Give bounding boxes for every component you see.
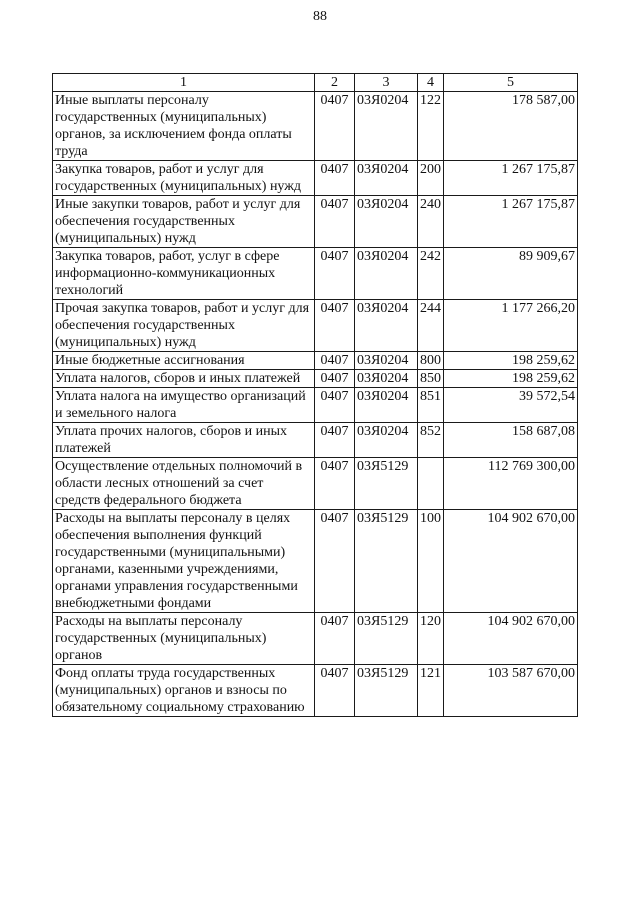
table-row [53, 92, 578, 161]
row-amount: 103 587 670,00 [444, 665, 578, 717]
row-expense-kind: 851 [418, 388, 444, 423]
row-amount: 1 267 175,87 [444, 196, 578, 248]
row-target-code: 03Я5129 [355, 665, 418, 717]
row-expense-kind: 200 [418, 161, 444, 196]
row-amount: 198 259,62 [444, 370, 578, 388]
table-row [53, 161, 578, 196]
row-amount: 178 587,00 [444, 92, 578, 161]
table-row [53, 300, 578, 352]
row-target-code: 03Я5129 [355, 613, 418, 665]
row-target-code: 03Я0204 [355, 423, 418, 458]
row-expense-kind [418, 458, 444, 510]
row-section-code: 0407 [315, 248, 355, 300]
row-expense-kind: 800 [418, 352, 444, 370]
row-amount: 89 909,67 [444, 248, 578, 300]
table-row [53, 388, 578, 423]
header-col-5: 5 [444, 74, 578, 92]
row-section-code: 0407 [315, 613, 355, 665]
row-section-code: 0407 [315, 161, 355, 196]
row-section-code: 0407 [315, 352, 355, 370]
row-amount: 1 177 266,20 [444, 300, 578, 352]
table-row [53, 458, 578, 510]
table-row [53, 510, 578, 613]
row-target-code: 03Я5129 [355, 510, 418, 613]
table-row [53, 352, 578, 370]
table-row [53, 423, 578, 458]
row-expense-kind: 242 [418, 248, 444, 300]
row-amount: 39 572,54 [444, 388, 578, 423]
row-name: Закупка товаров, работ, услуг в сфере информационно-коммуникационных технологий [53, 248, 315, 300]
row-target-code: 03Я0204 [355, 370, 418, 388]
table-row [53, 613, 578, 665]
row-section-code: 0407 [315, 458, 355, 510]
row-expense-kind: 100 [418, 510, 444, 613]
table-row [53, 665, 578, 717]
row-name: Осуществление отдельных полномочий в области лесных отношений за счет средств федерального бюджета [53, 458, 315, 510]
row-target-code: 03Я5129 [355, 458, 418, 510]
row-name: Иные бюджетные ассигнования [53, 352, 315, 370]
row-expense-kind: 244 [418, 300, 444, 352]
budget-table [52, 73, 578, 717]
row-section-code: 0407 [315, 423, 355, 458]
row-name: Расходы на выплаты персоналу в целях обеспечения выполнения функций государственными (муниципальными) органами, казенными учреждениями, органами управления государственными внебюджетными фондами [53, 510, 315, 613]
row-target-code: 03Я0204 [355, 300, 418, 352]
row-amount: 198 259,62 [444, 352, 578, 370]
row-expense-kind: 122 [418, 92, 444, 161]
row-name: Иные выплаты персоналу государственных (муниципальных) органов, за исключением фонда оплаты труда [53, 92, 315, 161]
table-row [53, 248, 578, 300]
row-target-code: 03Я0204 [355, 196, 418, 248]
row-amount: 104 902 670,00 [444, 510, 578, 613]
row-expense-kind: 852 [418, 423, 444, 458]
row-name: Уплата налога на имущество организаций и земельного налога [53, 388, 315, 423]
table-header-row [53, 74, 578, 92]
row-section-code: 0407 [315, 92, 355, 161]
header-col-1: 1 [53, 74, 315, 92]
row-amount: 104 902 670,00 [444, 613, 578, 665]
row-name: Расходы на выплаты персоналу государственных (муниципальных) органов [53, 613, 315, 665]
row-target-code: 03Я0204 [355, 388, 418, 423]
row-amount: 1 267 175,87 [444, 161, 578, 196]
row-section-code: 0407 [315, 510, 355, 613]
table-row [53, 196, 578, 248]
header-col-2: 2 [315, 74, 355, 92]
table-row [53, 370, 578, 388]
row-section-code: 0407 [315, 196, 355, 248]
row-name: Уплата налогов, сборов и иных платежей [53, 370, 315, 388]
row-expense-kind: 121 [418, 665, 444, 717]
row-name: Уплата прочих налогов, сборов и иных платежей [53, 423, 315, 458]
row-section-code: 0407 [315, 665, 355, 717]
row-amount: 112 769 300,00 [444, 458, 578, 510]
header-col-3: 3 [355, 74, 418, 92]
row-expense-kind: 240 [418, 196, 444, 248]
row-name: Прочая закупка товаров, работ и услуг для обеспечения государственных (муниципальных) нужд [53, 300, 315, 352]
row-name: Закупка товаров, работ и услуг для государственных (муниципальных) нужд [53, 161, 315, 196]
row-target-code: 03Я0204 [355, 161, 418, 196]
row-target-code: 03Я0204 [355, 352, 418, 370]
page-number: 88 [313, 9, 327, 24]
row-name: Фонд оплаты труда государственных (муниципальных) органов и взносы по обязательному социальному страхованию [53, 665, 315, 717]
row-section-code: 0407 [315, 388, 355, 423]
header-col-4: 4 [418, 74, 444, 92]
row-section-code: 0407 [315, 300, 355, 352]
row-target-code: 03Я0204 [355, 92, 418, 161]
row-name: Иные закупки товаров, работ и услуг для обеспечения государственных (муниципальных) нужд [53, 196, 315, 248]
row-target-code: 03Я0204 [355, 248, 418, 300]
row-amount: 158 687,08 [444, 423, 578, 458]
row-section-code: 0407 [315, 370, 355, 388]
row-expense-kind: 120 [418, 613, 444, 665]
row-expense-kind: 850 [418, 370, 444, 388]
